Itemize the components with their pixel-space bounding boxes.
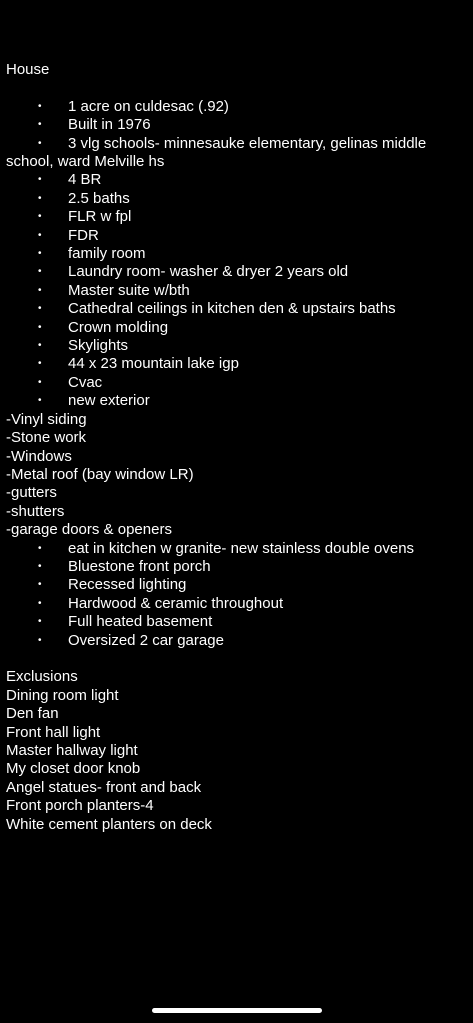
blank-line bbox=[6, 79, 468, 97]
list-item: • FDR bbox=[38, 226, 99, 244]
list-item: • Oversized 2 car garage bbox=[38, 631, 224, 649]
bullet-icon: • bbox=[38, 229, 42, 241]
list-item: • Full heated basement bbox=[38, 613, 213, 631]
list-item: • Built in 1976 bbox=[38, 116, 151, 134]
bullet-icon: • bbox=[38, 560, 42, 572]
note-title: House bbox=[6, 61, 50, 78]
bullet-icon: • bbox=[38, 211, 42, 223]
list-item: • Cathedral ceilings in kitchen den & upstairs baths bbox=[38, 300, 396, 318]
list-item: -shutters bbox=[6, 502, 65, 520]
list-item: -garage doors & openers bbox=[6, 521, 172, 539]
bullet-icon: • bbox=[38, 174, 42, 186]
list-item: My closet door knob bbox=[6, 760, 141, 778]
exterior-list bbox=[6, 411, 468, 540]
bullet-icon: • bbox=[38, 321, 42, 333]
bullet-icon: • bbox=[38, 284, 42, 296]
list-item: -Metal roof (bay window LR) bbox=[6, 465, 194, 483]
bullet-icon: • bbox=[38, 358, 42, 370]
list-item: • 44 x 23 mountain lake igp bbox=[38, 355, 239, 373]
list-item: White cement planters on deck bbox=[6, 815, 212, 833]
bullet-icon: • bbox=[38, 579, 42, 591]
bullet-icon: • bbox=[38, 376, 42, 388]
list-item: • family room bbox=[38, 245, 146, 263]
bullet-icon: • bbox=[38, 542, 42, 554]
list-item: Front porch planters-4 bbox=[6, 797, 154, 815]
bullet-icon: • bbox=[38, 340, 42, 352]
list-item: -Windows bbox=[6, 447, 72, 465]
bullet-icon: • bbox=[38, 634, 42, 646]
list-item: Master hallway light bbox=[6, 742, 138, 759]
features-list-2 bbox=[6, 540, 468, 650]
list-item: • Laundry room- washer & dryer 2 years old bbox=[38, 263, 349, 281]
bullet-icon: • bbox=[38, 395, 42, 407]
list-item: • Crown molding bbox=[38, 318, 169, 336]
list-item: • Hardwood & ceramic throughout bbox=[38, 594, 284, 612]
bullet-icon: • bbox=[38, 266, 42, 278]
list-item: -Stone work bbox=[6, 429, 87, 447]
list-item: • Recessed lighting bbox=[38, 576, 187, 594]
bullet-icon: • bbox=[38, 248, 42, 260]
list-item: • eat in kitchen w granite- new stainless double ovens bbox=[38, 539, 415, 557]
home-indicator[interactable] bbox=[152, 1008, 322, 1013]
list-item: -Vinyl siding bbox=[6, 410, 87, 428]
bullet-icon: • bbox=[38, 616, 42, 628]
bullet-icon: • bbox=[38, 137, 42, 149]
list-item: Front hall light bbox=[6, 723, 101, 741]
bullet-icon: • bbox=[38, 597, 42, 609]
bullet-icon: • bbox=[38, 192, 42, 204]
bullet-icon: • bbox=[38, 303, 42, 315]
list-item: Dining room light bbox=[6, 686, 119, 704]
bullet-icon: • bbox=[38, 119, 42, 131]
list-item: • Cvac bbox=[38, 373, 103, 391]
list-item: Den fan bbox=[6, 705, 59, 723]
bullet-icon: • bbox=[38, 100, 42, 112]
list-item: Angel statues- front and back bbox=[6, 778, 202, 796]
exclusions-heading: Exclusions bbox=[6, 668, 78, 686]
list-item: • 1 acre on culdesac (.92) bbox=[38, 97, 229, 115]
list-item: • 3 vlg schools- minnesauke elementary, gelinas middle school, ward Melville hs bbox=[6, 134, 427, 171]
list-item: • 2.5 baths bbox=[38, 189, 130, 207]
list-item: • FLR w fpl bbox=[38, 208, 132, 226]
list-item: • Bluestone front porch bbox=[38, 557, 211, 575]
list-item: • new exterior bbox=[38, 392, 150, 410]
list-item: • Skylights bbox=[38, 337, 129, 355]
list-item: • 4 BR bbox=[38, 171, 102, 189]
list-item: -gutters bbox=[6, 484, 57, 502]
exclusions-list bbox=[6, 687, 468, 834]
note-body[interactable] bbox=[6, 61, 468, 834]
blank-line bbox=[6, 650, 468, 668]
list-item: • Master suite w/bth bbox=[38, 281, 190, 299]
features-list-1 bbox=[6, 98, 468, 411]
